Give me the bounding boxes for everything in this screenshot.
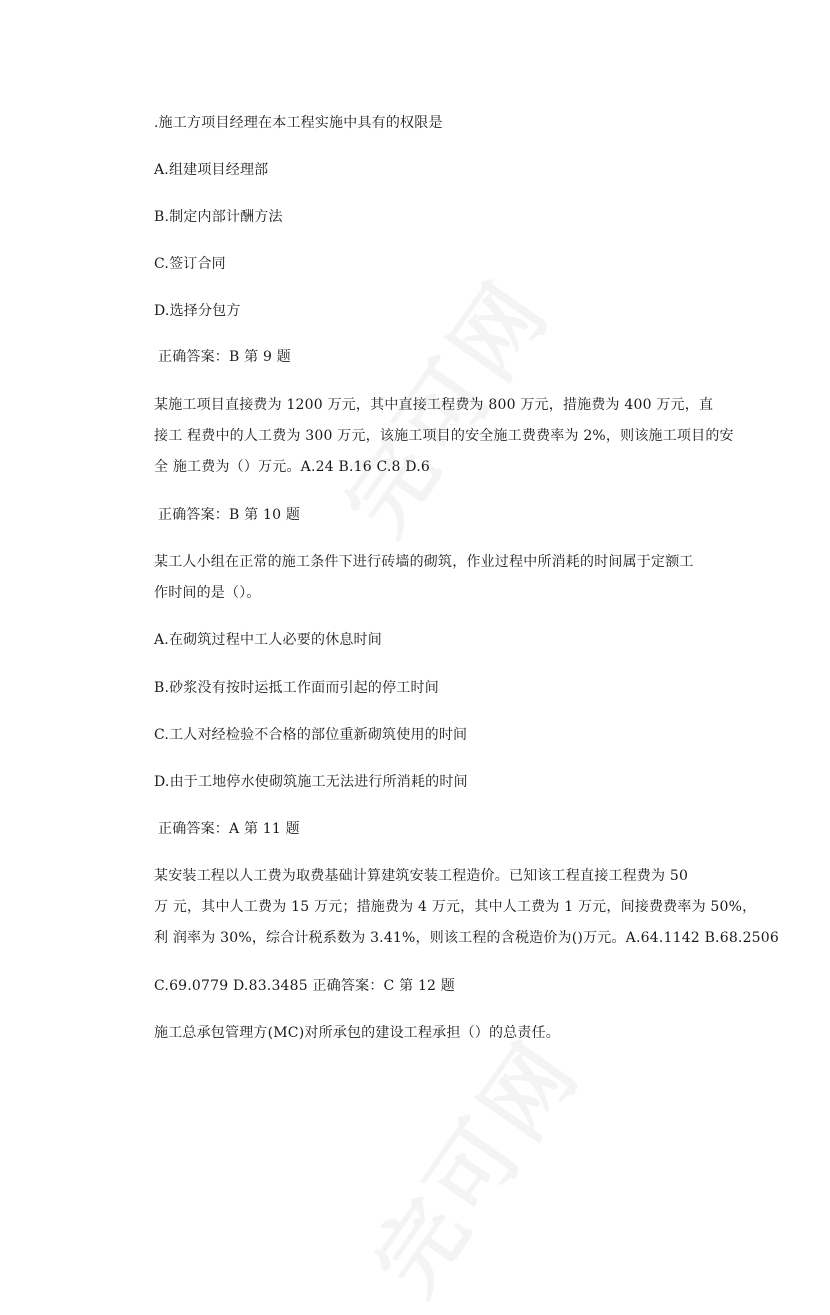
answer-line-10: 正确答案：B 第 10 题	[158, 507, 301, 523]
question-10-text-line-1: 某工人小组在正常的施工条件下进行砖墙的砌筑，作业过程中所消耗的时间属于定额工	[154, 554, 694, 570]
question-9-text-line-3: 全 施工费为（）万元。A.24 B.16 C.8 D.6	[154, 459, 430, 475]
question-11-text-line-2: 万 元，其中人工费为 15 万元；措施费为 4 万元，其中人工费为 1 万元，间接费费率为 50%，	[154, 899, 757, 915]
question-10-option-c: C.工人对经检验不合格的部位重新砌筑使用的时间	[154, 727, 468, 743]
question-10-option-b: B.砂浆没有按时运抵工作面而引起的停工时间	[154, 680, 439, 696]
watermark-bottom	[339, 1011, 604, 1314]
question-9-text-line-2: 接工 程费中的人工费为 300 万元，该施工项目的安全施工费费率为 2%，则该施工项目的安	[154, 428, 734, 444]
question-8-option-d: D.选择分包方	[154, 303, 241, 319]
question-10-option-a: A.在砌筑过程中工人必要的休息时间	[154, 632, 382, 648]
question-9-text-line-1: 某施工项目直接费为 1200 万元，其中直接工程费为 800 万元，措施费为 400 万元，直	[154, 397, 714, 413]
question-12-text: 施工总承包管理方(MC)对所承包的建设工程承担（）的总责任。	[154, 1025, 560, 1041]
question-8-option-b: B.制定内部计酬方法	[154, 209, 283, 225]
answer-line-9: 正确答案：B 第 9 题	[158, 349, 291, 365]
question-10-text-line-2: 作时间的是（）。	[154, 585, 261, 601]
question-11-options-and-answer: C.69.0779 D.83.3485 正确答案：C 第 12 题	[154, 978, 456, 994]
question-8-text: .施工方项目经理在本工程实施中具有的权限是	[154, 115, 443, 131]
question-8-option-c: C.签订合同	[154, 256, 226, 272]
question-10-option-d: D.由于工地停水使砌筑施工无法进行所消耗的时间	[154, 774, 468, 790]
question-11-text-line-1: 某安装工程以人工费为取费基础计算建筑安装工程造价。已知该工程直接工程费为 50	[154, 868, 689, 884]
question-11-text-line-3: 利 润率为 30%，综合计税系数为 3.41%，则该工程的含税造价为()万元。A.64.1142 B.68.2506	[154, 930, 780, 946]
question-8-option-a: A.组建项目经理部	[154, 162, 269, 178]
answer-line-11: 正确答案：A 第 11 题	[158, 821, 300, 837]
